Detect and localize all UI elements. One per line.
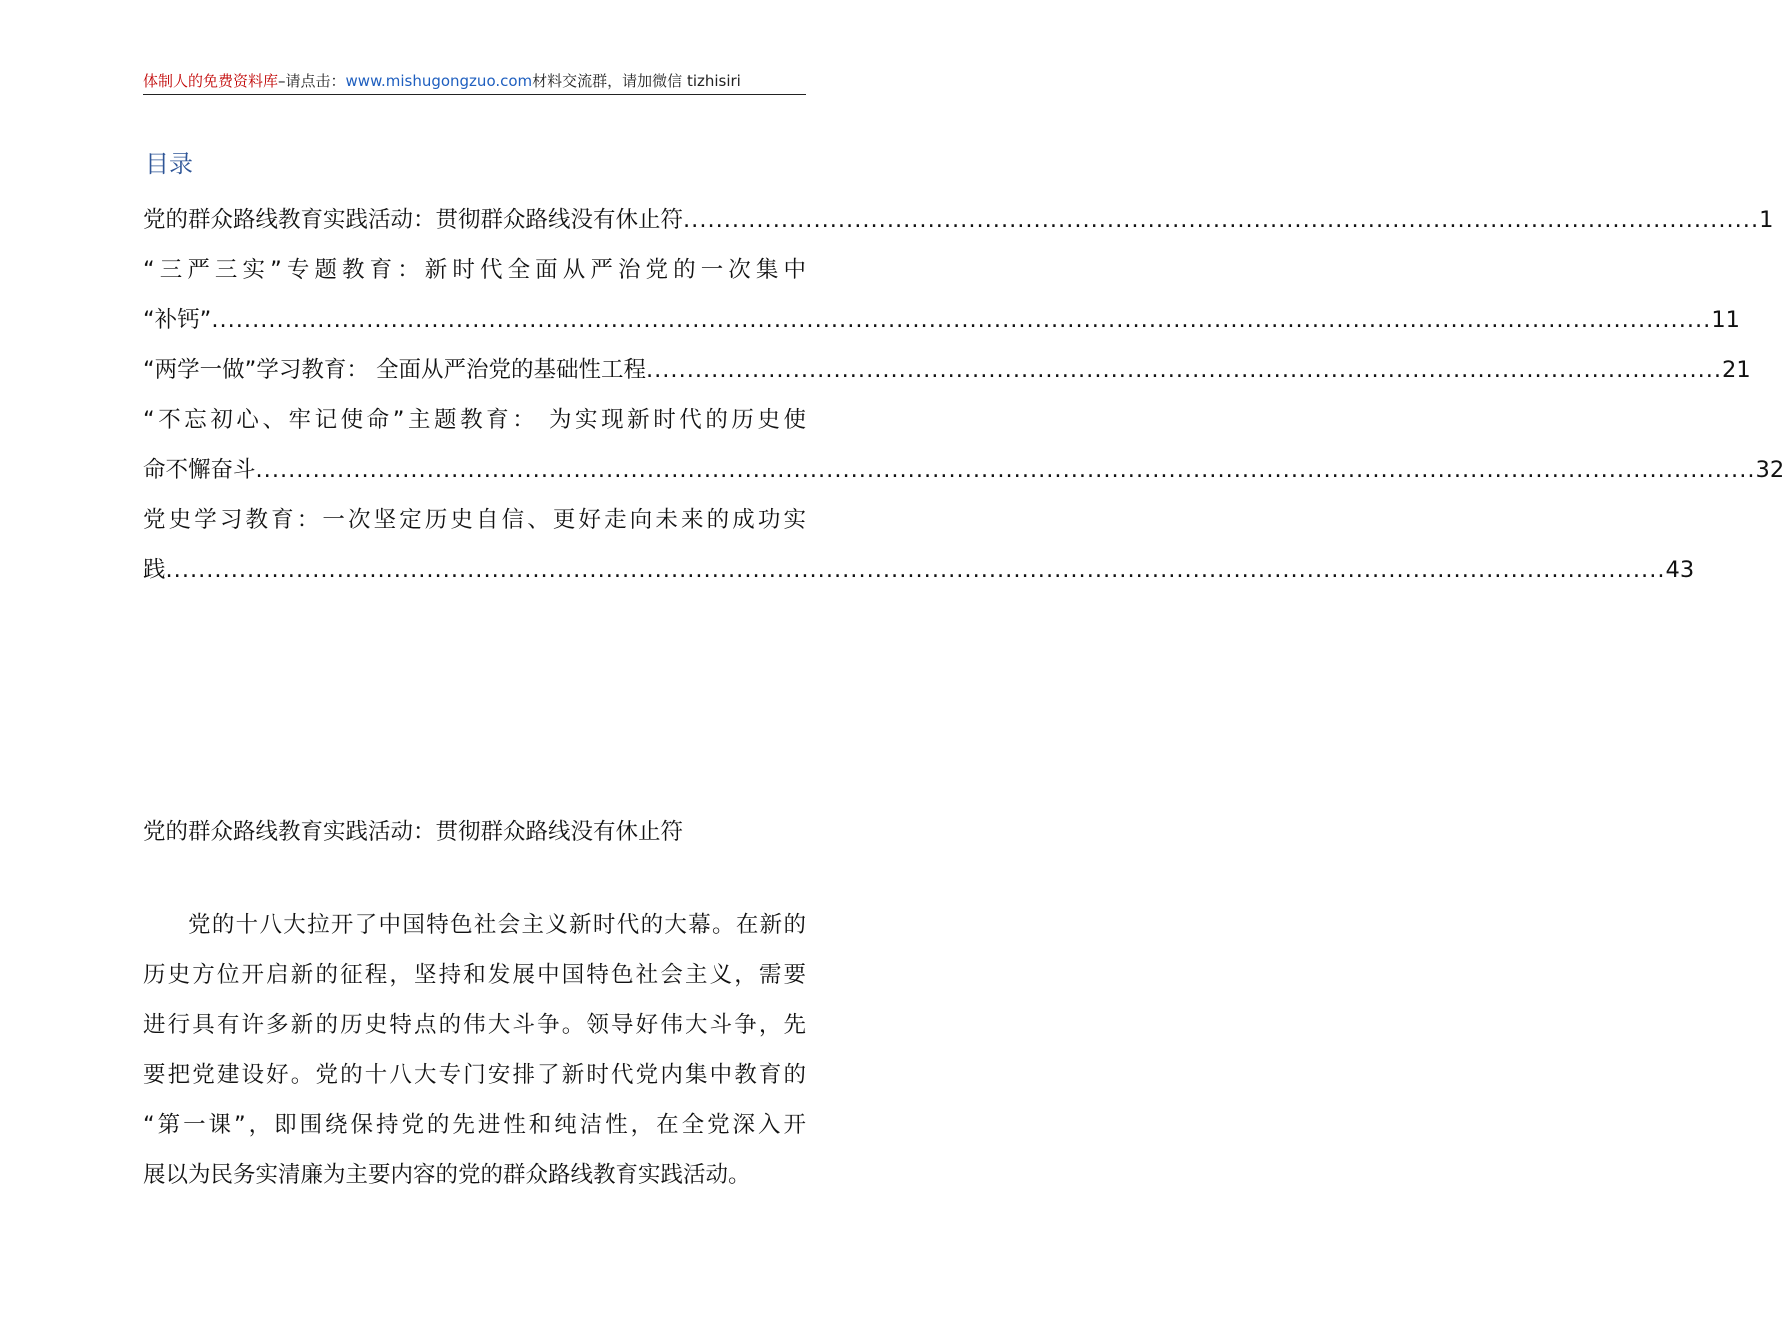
toc-entry-text: 命不懈奋斗 [143, 457, 256, 483]
paragraph-line: 展以为民务实清廉为主要内容的党的群众路线教育实践活动。 [143, 1162, 751, 1188]
header-brand: 体制人的免费资料库 [143, 72, 279, 90]
toc-leader-dots: ........................................................................................................................................................................................ [255, 457, 1756, 483]
toc-entry-continuation[interactable] [143, 445, 1784, 495]
section-title: 党的群众路线教育实践活动：贯彻群众路线没有休止符 [143, 819, 684, 845]
header-contact: 材料交流群，请加微信 tizhisiri [532, 72, 741, 90]
paragraph-line: 历史方位开启新的征程，坚持和发展中国特色社会主义，需要 [143, 962, 806, 988]
toc-entry-page: 21 [1722, 357, 1751, 383]
toc-entry-text: 践 [143, 557, 166, 583]
toc-entry-continuation[interactable] [143, 295, 1740, 345]
paragraph-line: 进行具有许多新的历史特点的伟大斗争。领导好伟大斗争，先 [143, 1012, 806, 1038]
toc-leader-dots: .................................................................................................................................... [683, 207, 1760, 233]
paragraph-line: 党的十八大拉开了中国特色社会主义新时代的大幕。在新的 [188, 912, 806, 938]
toc-entry-continuation[interactable] [143, 545, 1695, 595]
toc-entry-page: 1 [1759, 207, 1774, 233]
toc-entry-page: 11 [1711, 307, 1740, 333]
toc-entry-text: “不忘初心、牢记使命”主题教育： 为实现新时代的历史使 [143, 407, 806, 433]
paragraph-line: 要把党建设好。党的十八大专门安排了新时代党内集中教育的 [143, 1062, 806, 1088]
toc-entry-text: 党史学习教育：一次坚定历史自信、更好走向未来的成功实 [143, 507, 806, 533]
toc-entry-text: “两学一做”学习教育： 全面从严治党的基础性工程 [143, 357, 646, 383]
toc-entry-text: 党的群众路线教育实践活动：贯彻群众路线没有休止符 [143, 207, 684, 233]
paragraph-line: “第一课”，即围绕保持党的先进性和纯洁性，在全党深入开 [143, 1112, 806, 1138]
toc-entry[interactable] [143, 345, 1751, 395]
toc-leader-dots: ........................................................................................................................................................................................ [165, 557, 1666, 583]
toc-entry[interactable] [143, 395, 806, 445]
header-url-link[interactable]: www.mishugongzuo.com [345, 72, 533, 90]
toc-title: 目录 [145, 150, 193, 178]
toc-entry-page: 32 [1755, 457, 1784, 483]
header-prompt: –请点击： [278, 72, 346, 90]
toc-entry[interactable] [143, 195, 1774, 245]
toc-entry-text: “补钙” [143, 307, 212, 333]
body-paragraph [143, 900, 806, 1200]
toc-leader-dots: .................................................................................................................................... [645, 357, 1723, 383]
page-header [143, 68, 806, 95]
toc-entry[interactable] [143, 245, 806, 295]
toc-entry-text: “三严三实”专题教育：新时代全面从严治党的一次集中 [143, 257, 806, 283]
toc-entry-page: 43 [1665, 557, 1695, 583]
table-of-contents [143, 195, 1784, 595]
toc-entry[interactable] [143, 495, 806, 545]
toc-leader-dots: ........................................................................................................................................................................................ [211, 307, 1712, 333]
